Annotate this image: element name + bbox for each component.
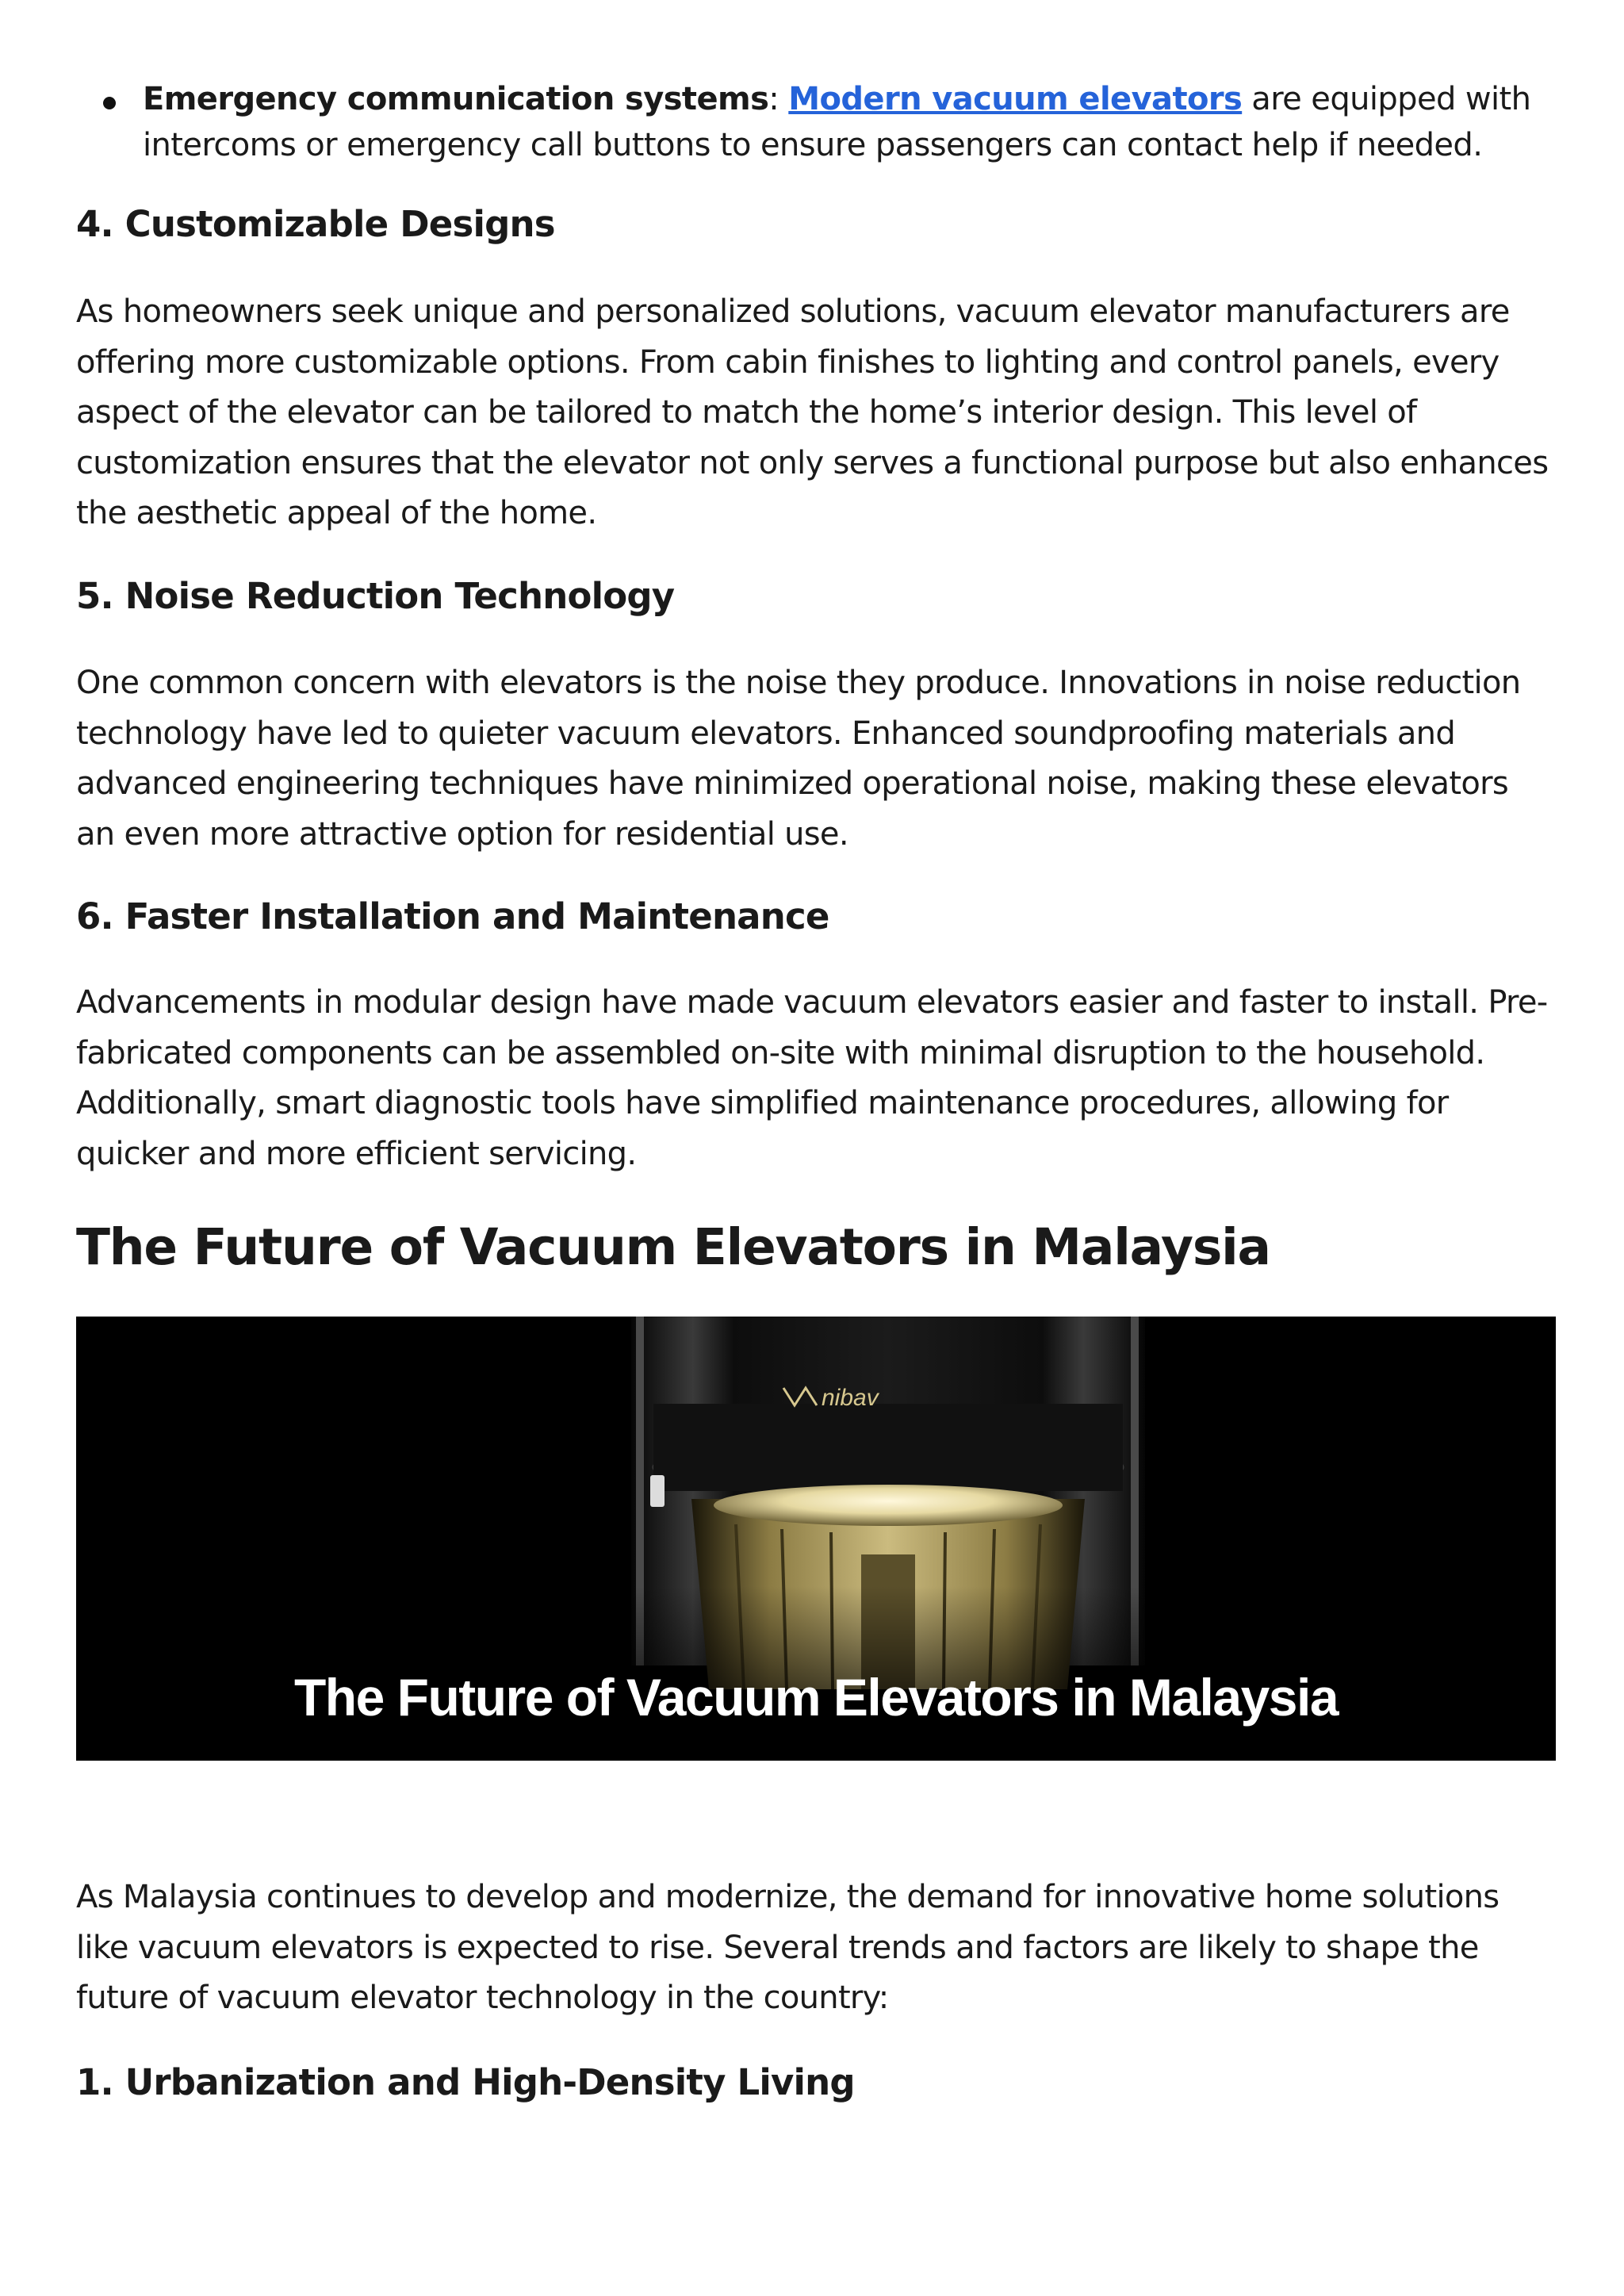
section-body-customizable-designs: As homeowners seek unique and personalized solutions, vacuum elevator manufacturers are offering more customizable options. From cabin finishes to lighting and control panels, every aspect of the elevator can be tailored to match the home’s interior design. This level of customization ensures that the elevator not only serves a functional purpose but also enhances the aesthetic appeal of the home. — [76, 293, 1549, 531]
section-body-faster-installation: Advancements in modular design have made vacuum elevators easier and faster to install. Pre-fabricated components can be assembled on-site with minimal disruption to the household. Additionally, smart diagnostic tools have simplified maintenance procedures, allowing for quicker and more efficient servicing. — [76, 984, 1548, 1172]
section-heading-noise-reduction: 5. Noise Reduction Technology — [76, 575, 675, 617]
bullet-separator: : — [768, 81, 779, 117]
section-body-noise-reduction: One common concern with elevators is the noise they produce. Innovations in noise reduction technology have led to quieter vacuum elevators. Enhanced soundproofing materials and advanced engineering techniques have minimized operational noise, making these elevators an even more attractive option for residential use. — [76, 665, 1521, 853]
section-heading-customizable-designs: 4. Customizable Designs — [76, 203, 555, 245]
future-section-title: The Future of Vacuum Elevators in Malaysia — [76, 1218, 1270, 1276]
control-panel — [650, 1475, 665, 1507]
hero-image — [76, 1317, 1556, 1761]
bullet-text — [143, 76, 1556, 168]
cabin-header — [653, 1404, 1123, 1491]
section-heading-faster-installation: 6. Faster Installation and Maintenance — [76, 895, 829, 937]
future-intro-paragraph: As Malaysia continues to develop and modernize, the demand for innovative home solutions like vacuum elevators is expected to rise. Several trends and factors are likely to shape the future of vacuum elevator technology in the country: — [76, 1879, 1500, 2016]
brand-text: nibav — [822, 1385, 879, 1411]
hero-caption: The Future of Vacuum Elevators in Malaysia — [293, 1668, 1339, 1727]
section-heading-urbanization: 1. Urbanization and High-Density Living — [76, 2061, 855, 2103]
ceiling-light — [714, 1485, 1063, 1526]
bullet-rest: are equipped with intercoms or emergency call buttons to ensure passengers can contact help if needed. — [143, 81, 1531, 163]
bullet-label: Emergency communication systems — [143, 81, 769, 117]
bullet-dot — [103, 97, 116, 109]
vacuum-elevators-link[interactable]: Modern vacuum elevators — [788, 81, 1243, 117]
